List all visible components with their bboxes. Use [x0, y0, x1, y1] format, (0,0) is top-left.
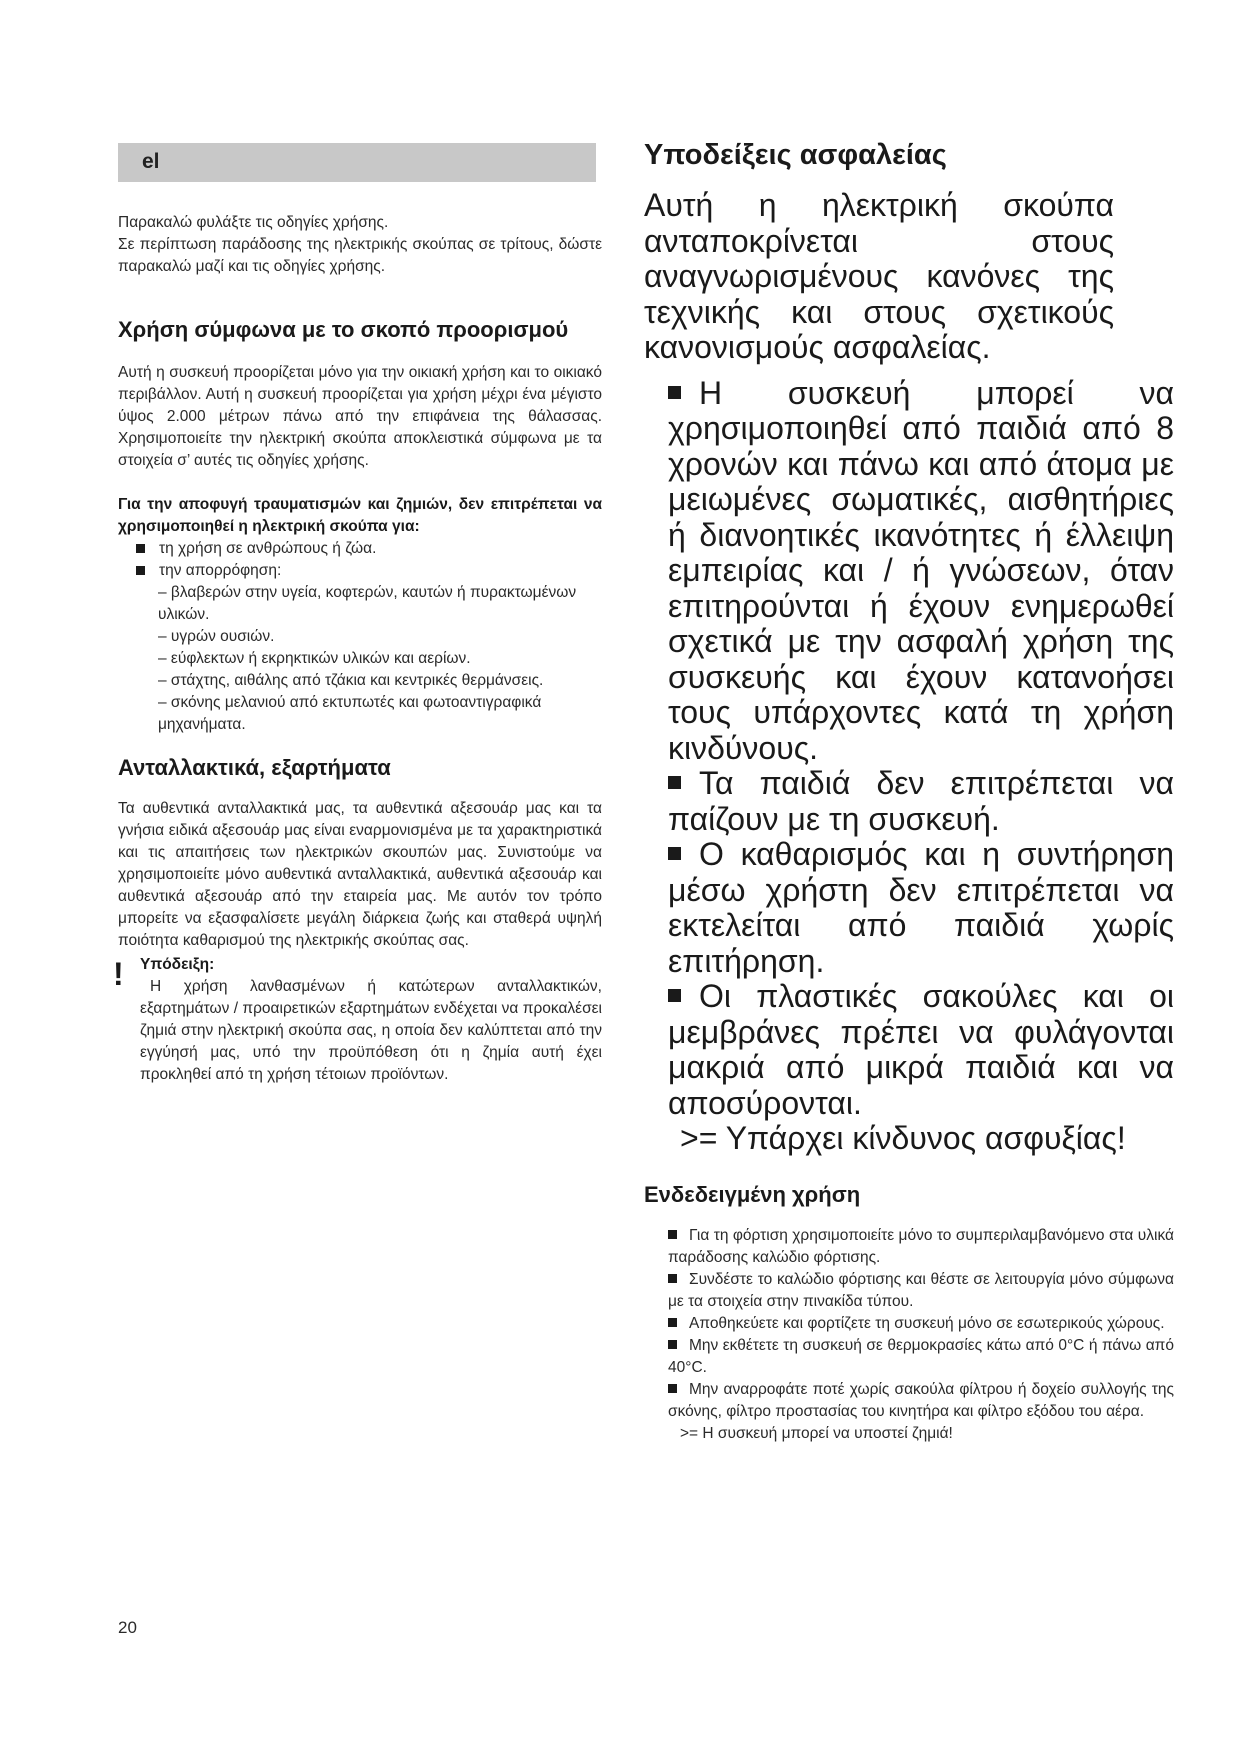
spares-title: Ανταλλακτικά, εξαρτήματα [118, 755, 391, 780]
note-body: Η χρήση λανθασμένων ή κατώτερων ανταλλακτικών, εξαρτημάτων / προαιρετικών εξαρτημάτων ενδέχεται να προκαλέσει ζημιά στην ηλεκτρική σκούπα σας, η οποία δεν καλύπτεται από την εγγύησή μας, υπό την προϋπόθεση ότι η ζημία αυτή έχει προκληθεί από τη χρήση τέτοιων προϊόντων. [140, 978, 602, 1083]
bullet-square-icon [668, 1274, 677, 1283]
left-column [113, 212, 602, 1086]
prevent-dash-item: – βλαβερών στην υγεία, κοφτερών, καυτών ή πυρακτωμένων υλικών. [158, 584, 577, 623]
intended-item: Μην εκθέτετε τη συσκευή σε θερμοκρασίες κάτω από 0°C ή πάνω από 40°C. [668, 1336, 1174, 1376]
intended-item: Για τη φόρτιση χρησιμοποιείτε μόνο το συμπεριλαμβανόμενο στα υλικά παράδοσης καλώδιο φόρτισης. [668, 1226, 1174, 1266]
bullet-square-icon [136, 544, 145, 553]
bullet-square-icon [668, 386, 681, 399]
intended-item: Αποθηκεύετε και φορτίζετε τη συσκευή μόνο σε εσωτερικούς χώρους. [644, 1313, 1174, 1335]
bullet-square-icon [668, 776, 681, 789]
language-bar [118, 143, 596, 182]
intro-line-1: Παρακαλώ φυλάξτε τις οδηγίες χρήσης. [118, 214, 389, 231]
intended-warning: >= Η συσκευή μπορεί να υποστεί ζημιά! [680, 1424, 953, 1442]
intended-title: Ενδεδειγμένη χρήση [644, 1181, 861, 1207]
bullet-square-icon [668, 1230, 677, 1239]
spares-body: Τα αυθεντικά ανταλλακτικά μας, τα αυθεντικά αξεσουάρ μας και τα γνήσια ειδικά αξεσουάρ μας είναι εναρμονισμένα με τα χαρακτηριστικά και τις απαιτήσεις των ηλεκτρικών σκουπών μας. Συνιστούμε να χρησιμοποιείτε μόνο αυθεντικά ανταλλακτικά, αυθεντικά αξεσουάρ και αυθεντικά αξεσουάρ από την εταιρεία μας. Με αυτόν τον τρόπο μπορείτε να εξασφαλίσετε μεγάλη διάρκεια ζωής και σταθερά υψηλή ποιότητα καθαρισμού της ηλεκτρικής σκούπας σας. [118, 800, 602, 949]
prevent-bullet: τη χρήση σε ανθρώπους ή ζώα. [118, 538, 602, 560]
bullet-square-icon [668, 847, 681, 860]
safety-item: Τα παιδιά δεν επιτρέπεται να παίζουν με τη συσκευή. [668, 765, 1174, 837]
prevent-heading: Για την αποφυγή τραυματισμών και ζημιών, δεν επιτρέπεται να χρησιμοποιηθεί η ηλεκτρική σκούπα για: [118, 496, 602, 535]
bullet-square-icon [668, 1340, 677, 1349]
intro-line-2: Σε περίπτωση παράδοσης της ηλεκτρικής σκούπας σε τρίτους, δώστε παρακαλώ μαζί και τις οδηγίες χρήσης. [118, 236, 602, 275]
prevent-dash-item: – σκόνης μελανιού από εκτυπωτές και φωτοαντιγραφικά μηχανήματα. [158, 694, 542, 733]
note-box [113, 954, 602, 1086]
use-title: Χρήση σύμφωνα με το σκοπό προορισμού [118, 317, 569, 342]
bullet-square-icon [668, 989, 681, 1002]
prevent-dash-item: – υγρών ουσιών. [158, 628, 275, 645]
right-column [644, 138, 1174, 1445]
bullet-square-icon [136, 566, 145, 575]
prevent-bullet: την απορρόφηση: [118, 560, 602, 582]
safety-title: Υποδείξεις ασφαλείας [644, 139, 947, 171]
prevent-dash-item: – εύφλεκτων ή εκρηκτικών υλικών και αερίων. [158, 650, 471, 667]
intended-item: Συνδέστε το καλώδιο φόρτισης και θέστε σε λειτουργία μόνο σύμφωνα με τα στοιχεία στην πινακίδα τύπου. [668, 1270, 1174, 1310]
safety-item: Η συσκευή μπορεί να χρησιμοποιηθεί από παιδιά από 8 χρονών και πάνω και από άτομα με μειωμένες σωματικές, αισθητήριες ή διανοητικές ικανότητες ή έλλειψη εμπειρίας και / ή γνώσεων, όταν επιτηρούνται ή έχουν ενημερωθεί σχετικά με την ασφαλή χρήση της συσκευής και έχουν κατανοήσει τους υπάρχοντες κατά τη χρήση κινδύνους. [668, 374, 1174, 766]
safety-item: Ο καθαρισμός και η συντήρηση μέσω χρήστη δεν επιτρέπεται να εκτελείται από παιδιά χωρίς επιτήρηση. [668, 836, 1174, 979]
safety-warning: >= Υπάρχει κίνδυνος ασφυξίας! [680, 1120, 1126, 1156]
use-body: Αυτή η συσκευή προορίζεται μόνο για την οικιακή χρήση και το οικιακό περιβάλλον. Αυτή η συσκευή προορίζεται για χρήση μέχρι ένα μέγιστο ύψος 2.000 μέτρων πάνω από την επιφάνεια της θάλασσας. Χρησιμοποιείτε την ηλεκτρική σκούπα αποκλειστικά σύμφωνα με τα στοιχεία σ’ αυτές τις οδηγίες χρήσης. [118, 364, 602, 469]
exclamation-icon: ! [113, 956, 124, 992]
intended-list [644, 1225, 1174, 1445]
note-label: Υπόδειξη: [140, 956, 215, 973]
page-number: 20 [118, 1618, 137, 1637]
prevent-dash-item: – στάχτης, αιθάλης από τζάκια και κεντρικές θερμάνσεις. [158, 672, 544, 689]
safety-intro: Αυτή η ηλεκτρική σκούπα ανταποκρίνεται στους αναγνωρισμένους κανόνες της τεχνικής και στους σχετικούς κανονισμούς ασφαλείας. [644, 187, 1114, 365]
safety-item: Οι πλαστικές σακούλες και οι μεμβράνες πρέπει να φυλάγονται μακριά από μικρά παιδιά και να αποσύρονται. [668, 978, 1174, 1121]
language-code: el [142, 150, 160, 173]
bullet-square-icon [668, 1318, 677, 1327]
bullet-square-icon [668, 1384, 677, 1393]
intended-item: Μην αναρροφάτε ποτέ χωρίς σακούλα φίλτρου ή δοχείο συλλογής της σκόνης, φίλτρο προστασίας του κινητήρα και φίλτρο εξόδου του αέρα. [668, 1380, 1174, 1420]
